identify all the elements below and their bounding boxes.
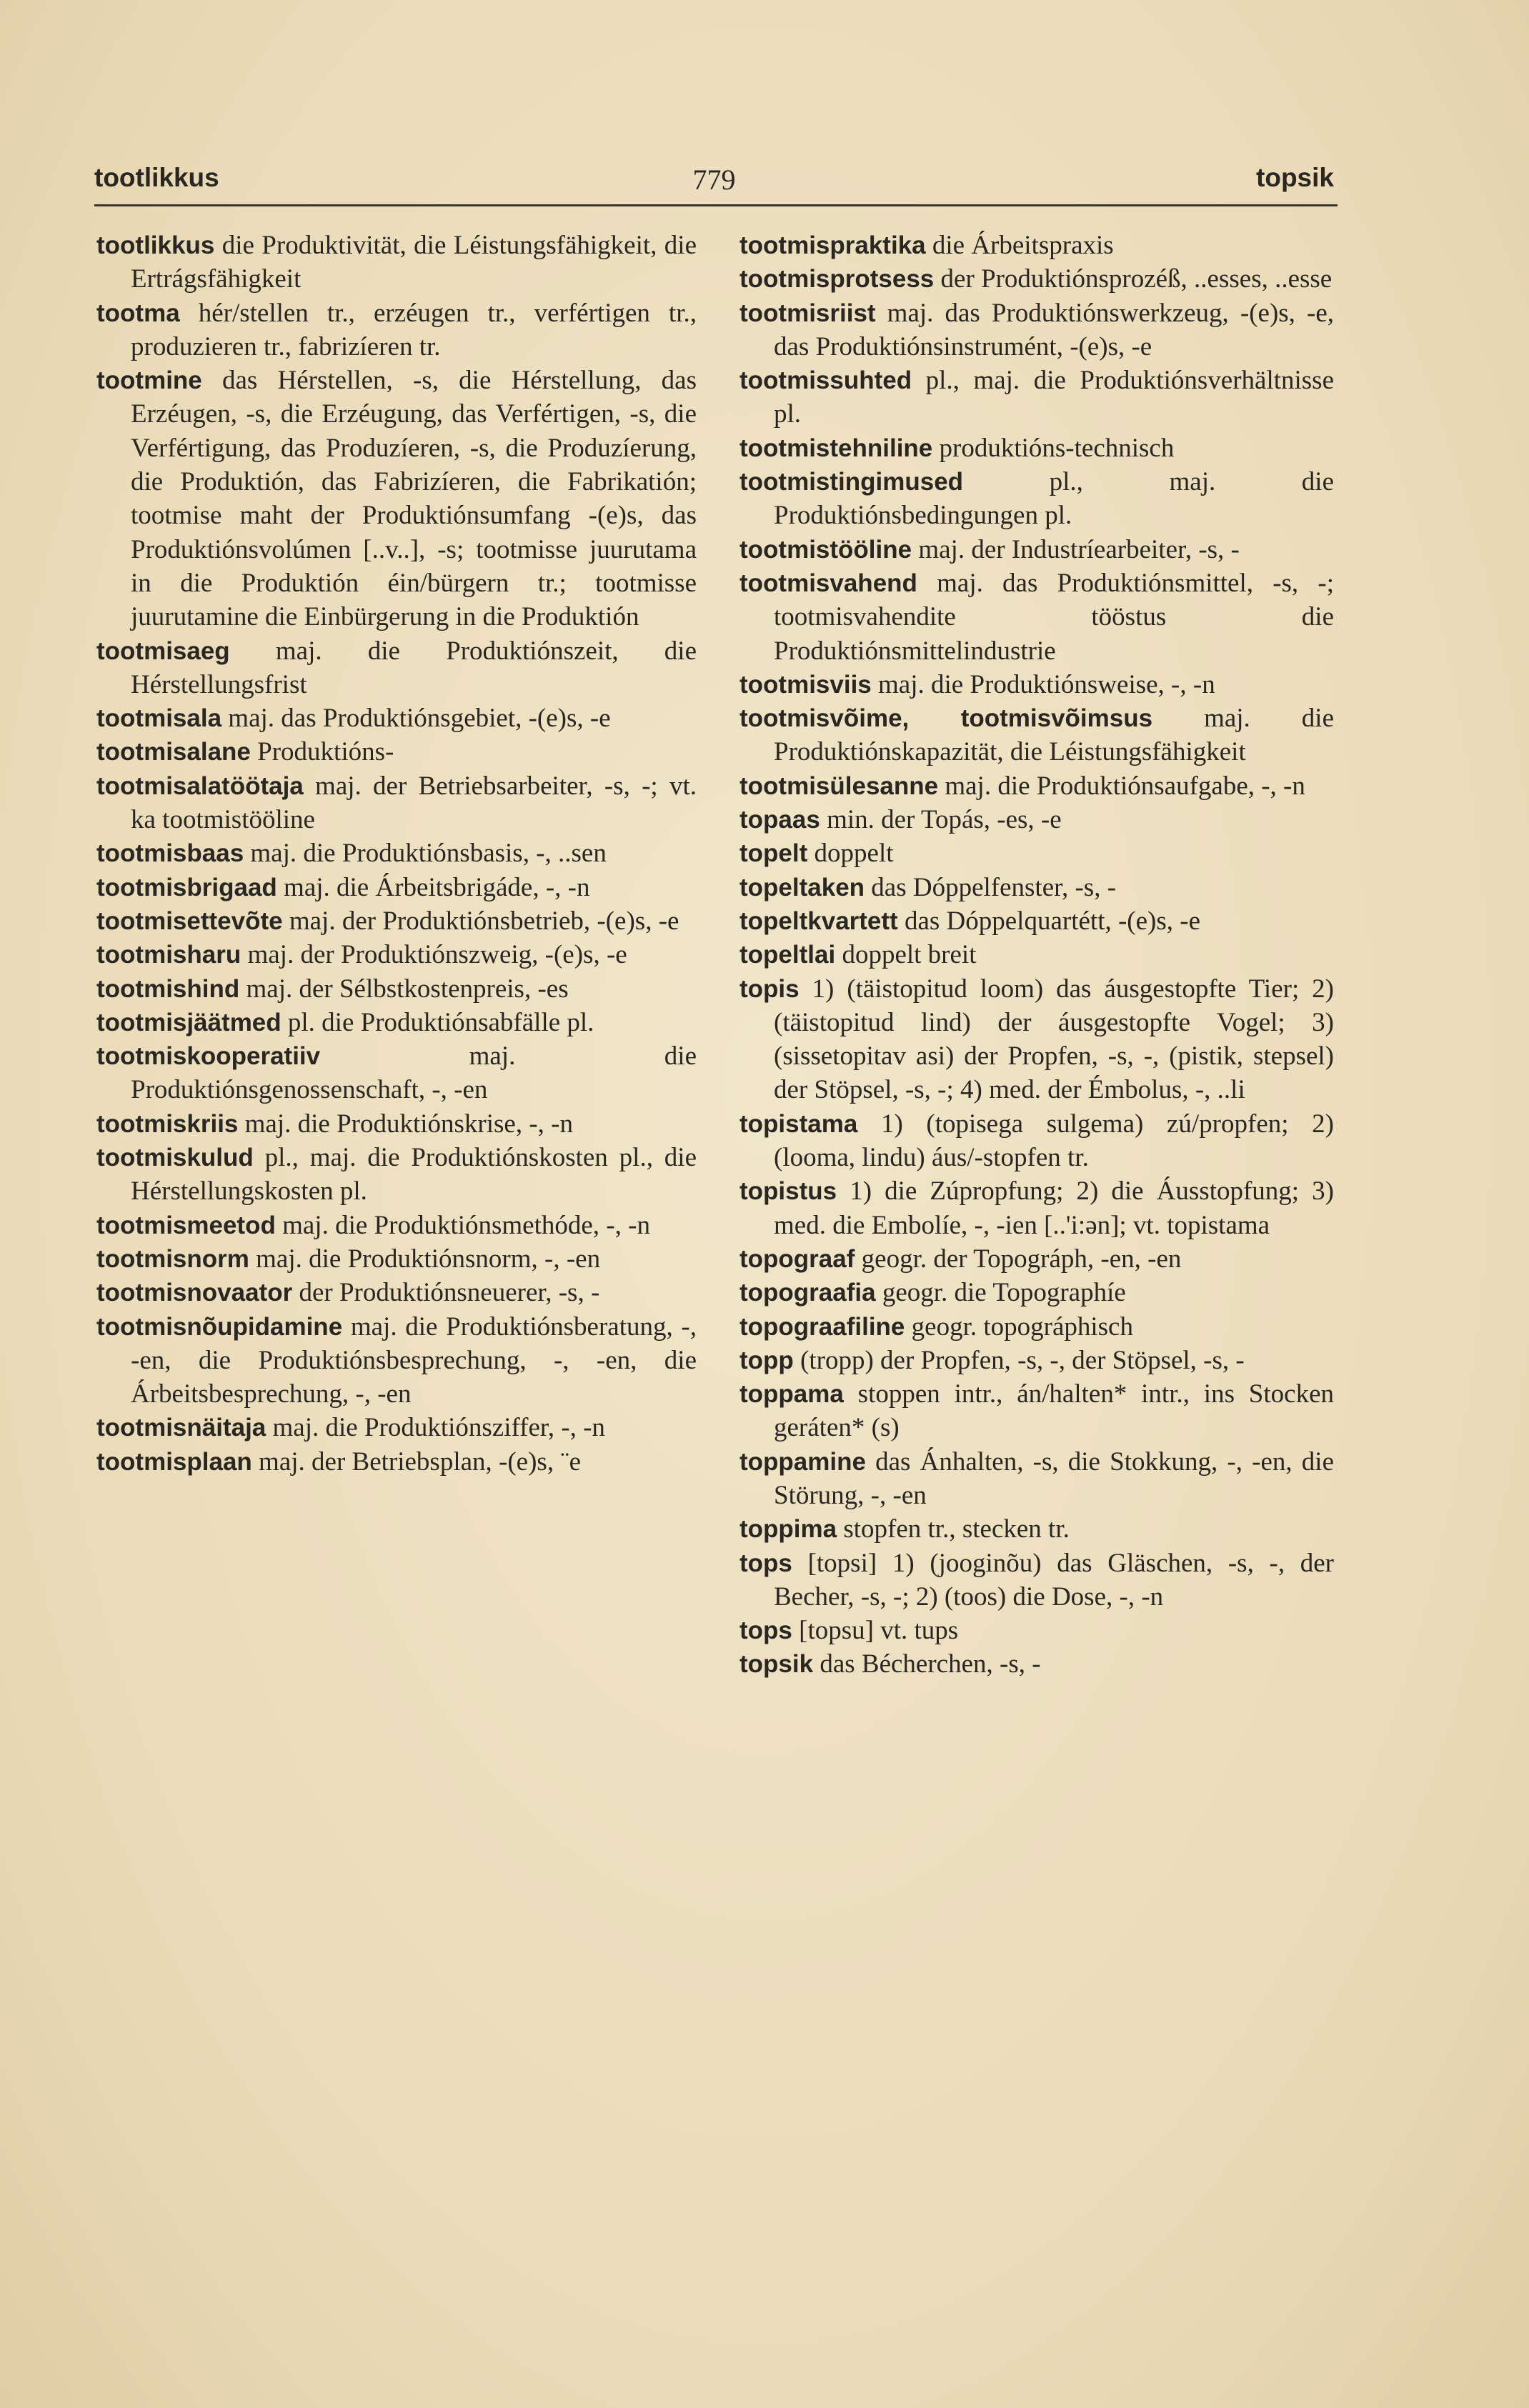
entry-headword: toppama	[739, 1380, 844, 1409]
dictionary-entry	[739, 296, 1334, 364]
dictionary-entry	[96, 1310, 697, 1412]
entry-headword: tootmisjäätmed	[96, 1008, 282, 1036]
dictionary-entry	[739, 972, 1334, 1107]
entry-definition: [topsu] vt. tups	[792, 1616, 959, 1646]
entry-headword: topis	[739, 974, 800, 1003]
entry-definition: 1) (täistopitud loom) das áusgestopfte Tier; 2) (täistopitud lind) der áusgestopfte Vogel; 3) (sissetopitav asi) der Propfen, -s, -, (pistik, stepsel) der Stöpsel, -s, -; 4) med. der Émbolus, -, ..li	[774, 974, 1334, 1105]
entry-definition: die Árbeitspraxis	[925, 231, 1114, 260]
entry-definition: maj. das Produktiónsgebiet, -(e)s, -e	[221, 704, 611, 734]
entry-headword: tootmisnäitaja	[96, 1414, 267, 1442]
entry-definition: das Bécherchen, -s, -	[813, 1649, 1041, 1679]
entry-headword: tootmisülesanne	[739, 771, 939, 800]
entry-headword: tootmisviis	[739, 670, 872, 699]
dictionary-entry	[739, 1276, 1334, 1309]
dictionary-entry	[739, 701, 1334, 769]
dictionary-entry	[739, 262, 1334, 296]
dictionary-entry	[96, 1242, 697, 1276]
entry-headword: topeltkvartett	[739, 906, 898, 935]
entry-headword: topograafia	[739, 1279, 876, 1307]
entry-headword: topeltlai	[739, 941, 836, 969]
dictionary-entry	[96, 871, 697, 904]
dictionary-entry	[96, 735, 697, 769]
entry-definition: geogr. der Topográph, -en, -en	[855, 1244, 1182, 1274]
entry-headword: tops	[739, 1549, 792, 1577]
dictionary-entry	[96, 1006, 697, 1039]
entry-headword: tootmisvõime, tootmisvõimsus	[739, 704, 1153, 733]
entry-headword: topsik	[739, 1650, 814, 1679]
entry-headword: tops	[739, 1617, 792, 1645]
dictionary-entry	[739, 1174, 1334, 1242]
entry-definition: doppelt breit	[835, 940, 977, 970]
entry-headword: topaas	[739, 806, 820, 834]
left-column	[96, 229, 697, 1479]
entry-definition: das Dóppelfenster, -s, -	[865, 872, 1117, 902]
dictionary-entry	[739, 938, 1334, 971]
dictionary-entry	[96, 364, 697, 634]
entry-definition: das Ánhalten, -s, die Stokkung, -, -en, die Störung, -, -en	[774, 1447, 1334, 1510]
entry-definition: maj. die Produktiónsmethóde, -, -n	[275, 1210, 650, 1240]
dictionary-entry	[739, 1445, 1334, 1513]
entry-definition: geogr. die Topographíe	[875, 1278, 1126, 1308]
entry-headword: tootmisettevõte	[96, 906, 283, 935]
entry-definition: stopfen tr., stecken tr.	[837, 1514, 1070, 1544]
entry-definition: [topsi] 1) (jooginõu) das Gläschen, -s, -, der Becher, -s, -; 2) (toos) die Dose, -, -n	[774, 1548, 1334, 1612]
right-column	[739, 229, 1334, 1682]
entry-headword: tootmisalane	[96, 738, 251, 766]
header-rule	[94, 204, 1338, 206]
entry-definition: maj. die Produktiónszeit, die Hérstellungsfrist	[131, 636, 697, 699]
entry-headword: tootmisalatöötaja	[96, 771, 304, 800]
entry-definition: (tropp) der Propfen, -s, -, der Stöpsel, -s, -	[793, 1345, 1245, 1375]
entry-definition: maj. die Produktiónsbasis, -, ..sen	[244, 839, 607, 869]
dictionary-entry	[739, 1512, 1334, 1546]
entry-definition: der Produktiónsneuerer, -s, -	[292, 1278, 600, 1308]
dictionary-entry	[739, 769, 1334, 803]
entry-definition: maj. die Produktiónsweise, -, -n	[871, 669, 1215, 699]
dictionary-entry	[96, 229, 697, 296]
entry-definition: maj. das Produktiónswerkzeug, -(e)s, -e, das Produktiónsinstrumént, -(e)s, -e	[774, 298, 1334, 361]
dictionary-entry	[739, 533, 1334, 566]
dictionary-entry	[739, 1647, 1334, 1681]
entry-headword: tootmishind	[96, 974, 240, 1003]
entry-headword: tootmisharu	[96, 941, 241, 969]
dictionary-entry	[739, 229, 1334, 262]
dictionary-entry	[96, 701, 697, 735]
dictionary-entry	[96, 1209, 697, 1242]
dictionary-entry	[739, 1377, 1334, 1445]
entry-definition: maj. der Produktiónszweig, -(e)s, -e	[241, 940, 627, 970]
entry-definition: pl., maj. die Produktiónskosten pl., die Hérstellungskosten pl.	[131, 1143, 697, 1207]
entry-definition: pl., maj. die Produktiónsbedingungen pl.	[774, 467, 1334, 531]
entry-definition: maj. der Sélbstkostenpreis, -es	[239, 974, 569, 1004]
entry-definition: pl., maj. die Produktiónsverhältnisse pl.	[774, 366, 1334, 429]
entry-headword: tootmismeetod	[96, 1211, 276, 1239]
dictionary-entry	[96, 938, 697, 971]
entry-definition: maj. der Industríearbeiter, -s, -	[912, 534, 1240, 564]
dictionary-entry	[96, 1141, 697, 1209]
entry-headword: topograafiline	[739, 1312, 905, 1341]
page-number: 779	[692, 164, 736, 196]
dictionary-entry	[739, 431, 1334, 465]
dictionary-entry	[96, 296, 697, 364]
entry-headword: tootmisplaan	[96, 1447, 252, 1476]
dictionary-entry	[739, 668, 1334, 701]
dictionary-entry	[739, 1547, 1334, 1614]
dictionary-entry	[739, 566, 1334, 668]
entry-definition: maj. die Produktiónsgenossenschaft, -, -en	[131, 1041, 697, 1105]
entry-headword: topistus	[739, 1177, 837, 1206]
entry-definition: Produktións-	[250, 737, 394, 767]
entry-headword: tootmiskriis	[96, 1109, 239, 1138]
entry-definition: maj. der Betriebsarbeiter, -s, -; vt. ka tootmistööline	[131, 771, 697, 835]
entry-headword: tootmispraktika	[739, 231, 926, 259]
entry-headword: tootmistehniline	[739, 434, 933, 462]
entry-definition: maj. die Árbeitsbrigáde, -, -n	[277, 872, 590, 902]
entry-definition: 1) (topisega sulgema) zú/propfen; 2) (looma, lindu) áus/-stopfen tr.	[774, 1109, 1334, 1173]
entry-headword: tootmiskulud	[96, 1144, 254, 1172]
dictionary-entry	[739, 1614, 1334, 1647]
entry-headword: topistama	[739, 1109, 858, 1138]
dictionary-entry	[739, 1107, 1334, 1175]
entry-definition: die Produktivität, die Léistungsfähigkeit, die Ertrágsfähigkeit	[131, 231, 697, 294]
entry-headword: tootmisriist	[739, 299, 876, 327]
header-right-guideword: topsik	[1256, 163, 1334, 192]
dictionary-entry	[96, 1411, 697, 1444]
entry-definition: pl. die Produktiónsabfälle pl.	[281, 1007, 594, 1037]
entry-headword: tootmisnõupidamine	[96, 1312, 343, 1341]
entry-headword: topelt	[739, 839, 808, 868]
entry-headword: topp	[739, 1346, 794, 1374]
entry-definition: maj. das Produktiónsmittel, -s, -; tootmisvahendite tööstus die Produktiónsmittelindustrie	[774, 568, 1334, 666]
entry-headword: tootmistööline	[739, 535, 912, 564]
dictionary-entry	[739, 871, 1334, 904]
dictionary-entry	[739, 803, 1334, 836]
entry-definition: maj. die Produktiónsberatung, -, -en, die Produktiónsbesprechung, -, -en, die Árbeitsbesprechung, -, -en	[131, 1312, 697, 1409]
entry-headword: tootmisnorm	[96, 1244, 249, 1273]
entry-definition: min. der Topás, -es, -e	[820, 805, 1062, 835]
dictionary-entry	[739, 364, 1334, 431]
entry-headword: tootmisprotsess	[739, 265, 935, 294]
entry-headword: tootmisvahend	[739, 569, 917, 597]
entry-definition: maj. die Produktiónskapazität, die Léistungsfähigkeit	[774, 704, 1334, 767]
entry-headword: tootmistingimused	[739, 468, 964, 496]
entry-definition: stoppen intr., án/halten* intr., ins Stocken geráten* (s)	[774, 1379, 1334, 1443]
entry-headword: tootmisbaas	[96, 839, 244, 868]
entry-definition: hér/stellen tr., erzéugen tr., verfértigen tr., produzieren tr., fabrizíeren tr.	[131, 298, 697, 361]
dictionary-entry	[96, 634, 697, 702]
entry-definition: 1) die Zúpropfung; 2) die Áusstopfung; 3) med. die Embolíe, -, -ien [..'i:ən]; vt. topistama	[774, 1176, 1334, 1240]
header-left-guideword: tootlikkus	[94, 163, 219, 192]
entry-definition: maj. die Produktiónsnorm, -, -en	[249, 1244, 601, 1274]
entry-headword: toppima	[739, 1515, 837, 1544]
entry-headword: tootma	[96, 299, 180, 327]
entry-definition: doppelt	[807, 839, 894, 869]
dictionary-entry	[96, 836, 697, 870]
entry-headword: toppamine	[739, 1447, 866, 1476]
entry-headword: tootmisbrigaad	[96, 873, 277, 901]
entry-definition: produktións-technisch	[932, 433, 1175, 463]
entry-definition: geogr. topográphisch	[905, 1312, 1133, 1342]
dictionary-entry	[739, 1242, 1334, 1276]
entry-definition: das Dóppelquartétt, -(e)s, -e	[897, 906, 1200, 936]
entry-headword: tootmisala	[96, 704, 222, 733]
dictionary-entry	[739, 1310, 1334, 1344]
dictionary-entry	[96, 769, 697, 837]
entry-definition: maj. die Produktiónskrise, -, -n	[238, 1109, 573, 1139]
dictionary-entry	[739, 1344, 1334, 1377]
entry-headword: tootmiskooperatiiv	[96, 1042, 321, 1071]
entry-headword: tootlikkus	[96, 231, 215, 259]
dictionary-entry	[96, 1445, 697, 1479]
dictionary-entry	[739, 465, 1334, 533]
entry-definition: maj. der Produktiónsbetrieb, -(e)s, -e	[282, 906, 679, 936]
entry-headword: tootmissuhted	[739, 366, 912, 395]
entry-headword: topeltaken	[739, 873, 865, 901]
entry-definition: maj. der Betriebsplan, -(e)s, ¨e	[251, 1447, 582, 1477]
dictionary-entry	[96, 972, 697, 1006]
entry-headword: tootmine	[96, 366, 202, 395]
dictionary-entry	[96, 1107, 697, 1141]
dictionary-entry	[739, 904, 1334, 938]
entry-definition: das Hérstellen, -s, die Hérstellung, das Erzéugen, -s, die Erzéugung, das Verfértigen, -s, die Verfértigung, das Produzíeren, -s, die Produzíerung, die Produktión, das Fabrizíeren, die Fabrikatión; tootmise maht der Produktiónsumfang -(e)s, das Produktiónsvolúmen [..v..], -s; tootmisse juurutama in die Produktión éin/bürgern tr.; tootmisse juurutamine die Einbürgerung in die Produktión	[131, 366, 697, 632]
entry-headword: topograaf	[739, 1244, 855, 1273]
entry-definition: der Produktiónsprozéß, ..esses, ..esse	[934, 264, 1333, 294]
dictionary-entry	[739, 836, 1334, 870]
entry-definition: maj. die Produktiónsziffer, -, -n	[266, 1413, 605, 1443]
dictionary-entry	[96, 904, 697, 938]
entry-definition: maj. die Produktiónsaufgabe, -, -n	[938, 771, 1305, 801]
entry-headword: tootmisnovaator	[96, 1279, 293, 1307]
running-header	[94, 163, 1334, 201]
dictionary-entry	[96, 1276, 697, 1309]
entry-headword: tootmisaeg	[96, 636, 230, 665]
dictionary-entry	[96, 1039, 697, 1107]
